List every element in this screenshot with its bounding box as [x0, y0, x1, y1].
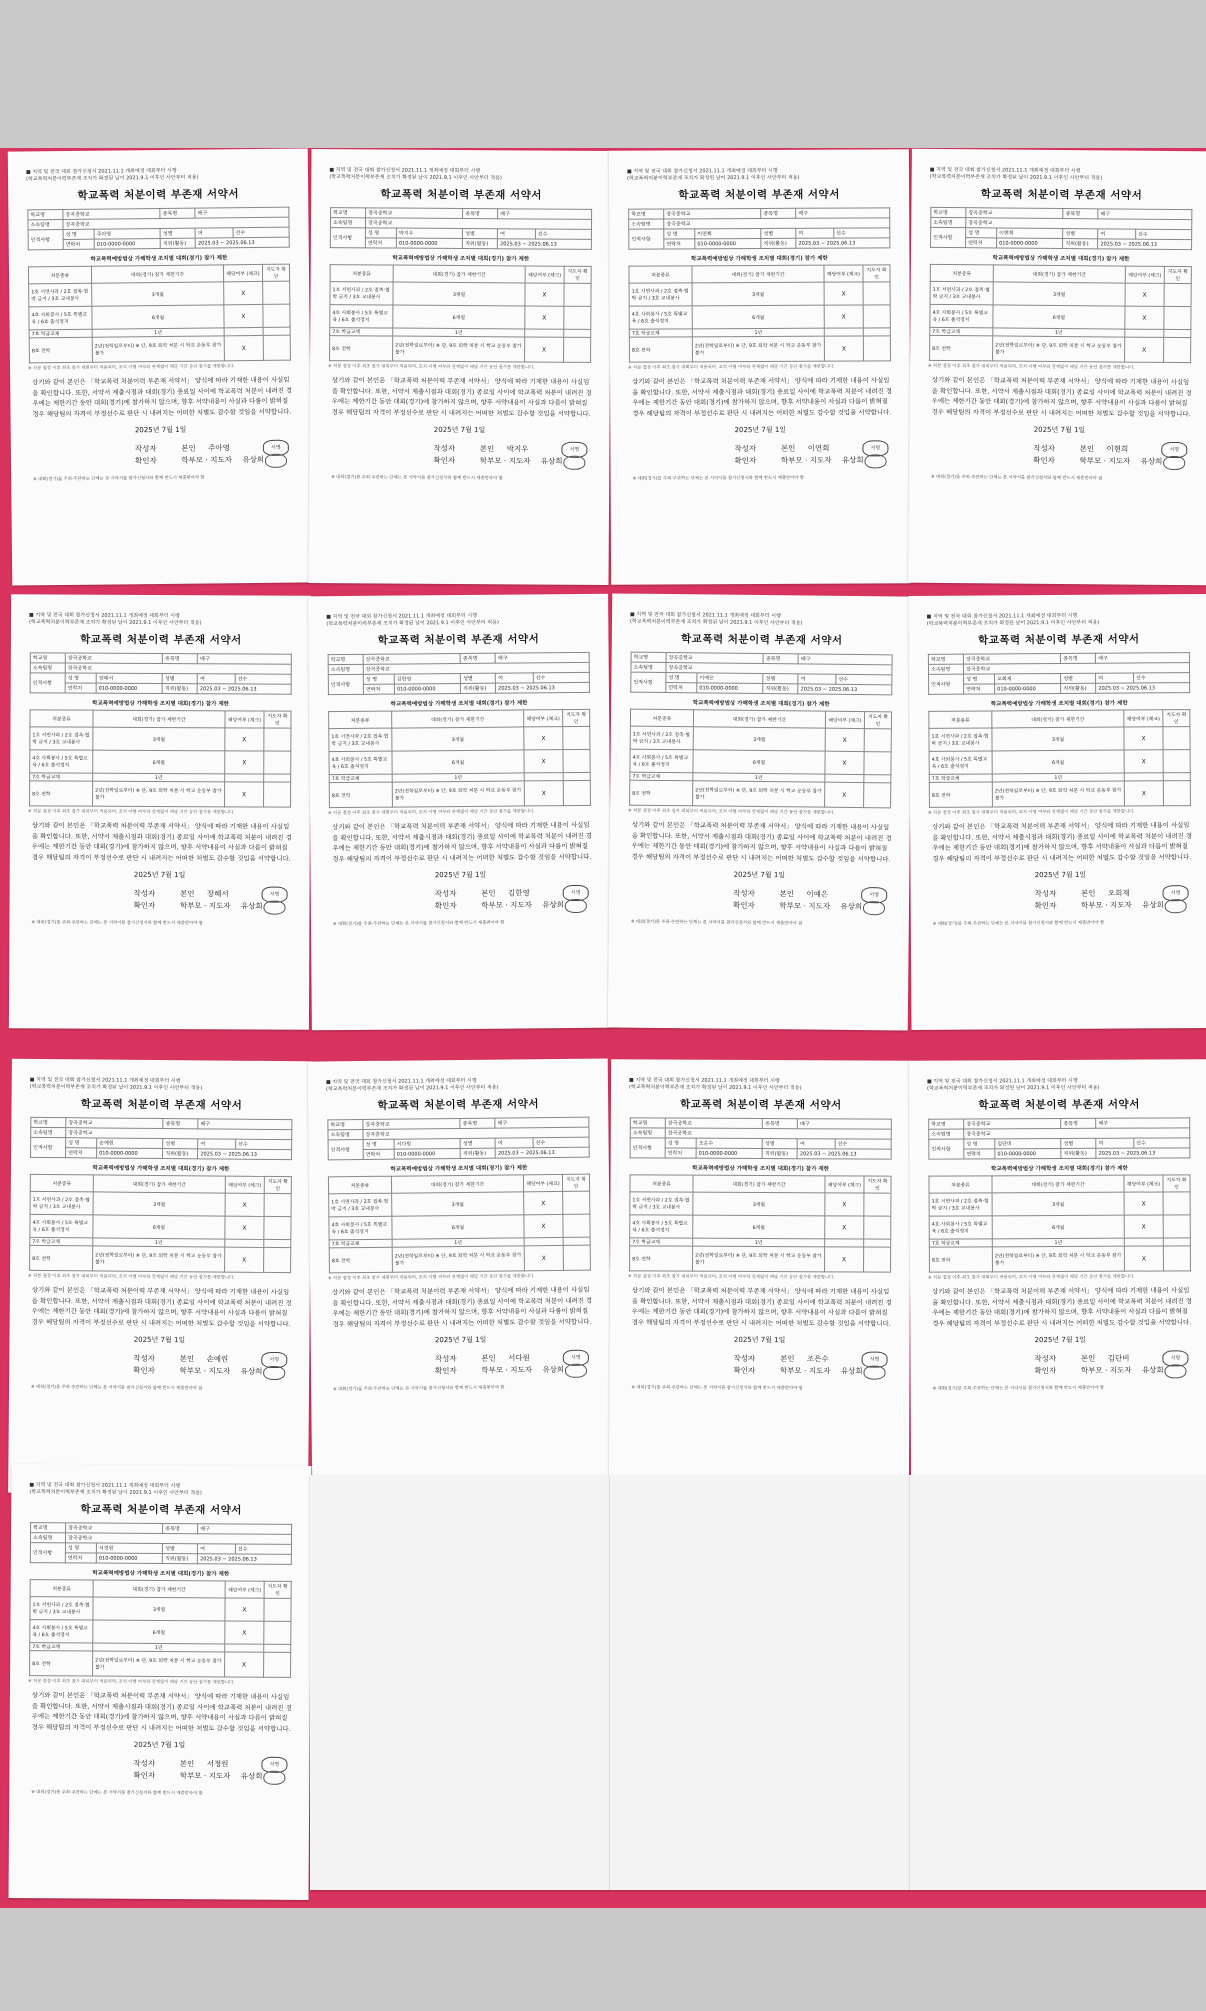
- info-table: 학교명 장곡중학교 종목명 배구 소속팀명 장곡중학교 인적사항 성 명 이현희 성별 여 선수 연락처 010-0000-0000 직위(활동) 2025.03 ~ 2025.06.13: [930, 207, 1192, 250]
- seal-stamp: 서명: [563, 1350, 589, 1366]
- check-mark[interactable]: X: [841, 290, 846, 298]
- sheet-title: 학교폭력 처분이력 부존재 서약서: [978, 633, 1140, 647]
- pledge-date: 2025년 7월 1일: [134, 425, 187, 435]
- pledge-body: 상기와 같이 본인은 「학교폭력 처분이력 부존재 서약서」 양식에 따라 기재한 내용이 사실임을 확인합니다. 또한, 서약서 제출시점과 대회(경기) 종료일 사이에 학교폭력 처분이 내려진 경우에는 제한기간 동안 대회(경기)에 참가하지 않으며, 향후 서약내용이 사실과 다름이 밝혀질 경우 해당팀의 자격이 부정선수로 판단 시 내려지는 어떠한 처벌도 감수할 것임을 서약합니다.: [31, 1691, 292, 1733]
- sheet-title: 학교폭력 처분이력 부존재 서약서: [980, 188, 1143, 202]
- info-table: 학교명 장곡중학교 종목명 배구 소속팀명 장곡중학교 인적사항 성 명 조은수 성별 여 선수 연락처 010-0000-0000 직위(활동) 2025.03 ~ 2025.06.13: [630, 1117, 892, 1159]
- pledge-date: 2025년 7월 1일: [133, 870, 186, 880]
- sheet-title: 학교폭력 처분이력 부존재 서약서: [80, 1098, 243, 1112]
- seal-stamp: 서명: [861, 887, 887, 903]
- pledge-sheet-11[interactable]: [609, 1059, 911, 1495]
- sheet-title: 학교폭력 처분이력 부존재 서약서: [680, 1098, 842, 1112]
- info-table: 학교명 장곡중학교 종목명 배구 소속팀명 장곡중학교 인적사항 성 명 손예원 성별 여 선수 연락처 010-0000-0000 직위(활동) 2025.03 ~ 2025.06.13: [30, 1117, 292, 1160]
- seal-stamp: 서명: [261, 1352, 287, 1368]
- coach-seal-stamp: [265, 454, 287, 468]
- measure-table: 처분종류 대회(경기) 참가 제한기간 해당여부 (체크) 지도자 확인 1호 서면사과 / 2호 접촉·협박 금지 / 3호 교내봉사 3개월 X 4호 사회봉사 / 5호 특별교육 / 6호 출석정지 6개월 X 7호 학급교체 1년 8호 전학 2년(전학일로부터) ※ 단, 9호 퇴학 처분 시 학교 운동부 참가 불가 X: [29, 1579, 292, 1678]
- coach-seal-stamp: [565, 1364, 587, 1378]
- header-note: ■ 지역 및 전국 대회 참가신청서 2021.11.1 개최예정 대회부터 시행 (학교폭력처분이력부존재 조치가 확정된 날이 2021.9.1 이후인 사안부터 적용): [629, 611, 803, 627]
- table-notes: ※ 처분 결정 이후 최초 참가 대회부터 적용되며, 조치 이행 여부와 관계없이 해당 기간 동안 참가를 제한합니다.: [27, 1679, 235, 1686]
- student-signature-name: 이연희: [807, 443, 830, 453]
- header-note: ■ 지역 및 전국 대회 참가신청서 2021.11.1 개최예정 대회부터 시행 (학교폭력처분이력부존재 조치가 확정된 날이 2021.9.1 이후인 사안부터 적용): [325, 1077, 499, 1093]
- coach-seal-stamp: [565, 899, 587, 913]
- table-notes: ※ 처분 결정 이후 최초 참가 대회부터 적용되며, 조치 이행 여부와 관계없이 해당 기간 동안 참가를 제한합니다.: [927, 1274, 1135, 1281]
- pledge-body: 상기와 같이 본인은 「학교폭력 처분이력 부존재 서약서」 양식에 따라 기재한 내용이 사실임을 확인합니다. 또한, 서약서 제출시점과 대회(경기) 종료일 사이에 학교폭력 처분이 내려진 경우에는 제한기간 동안 대회(경기)에 참가하지 않으며, 향후 서약내용이 사실과 다름이 밝혀질 경우 해당팀의 자격이 부정선수로 판단 시 내려지는 어떠한 처벌도 감수할 것임을 서약합니다.: [932, 1286, 1192, 1328]
- student-signature-name: 이현희: [1106, 444, 1129, 454]
- student-name-cell: 조은수: [696, 1138, 762, 1148]
- student-name-cell: 서다원: [394, 1138, 460, 1149]
- coach-seal-stamp: [563, 456, 585, 470]
- seal-stamp: 서명: [263, 440, 289, 456]
- check-mark[interactable]: X: [242, 735, 247, 743]
- student-name-cell: 김한영: [394, 673, 460, 684]
- seal-stamp: 서명: [261, 1757, 287, 1773]
- header-note: ■ 지역 및 전국 대회 참가신청서 2021.11.1 개최예정 대회부터 시행 (학교폭력처분이력부존재 조치가 확정된 날이 2021.9.1 이후인 사안부터 적용): [626, 167, 800, 182]
- signature-block: 작성자 본인 박지우 확인자 학부모 · 지도자 유상희 서명: [309, 442, 609, 468]
- student-signature-name: 손예원: [206, 1354, 229, 1364]
- pledge-date: 2025년 7월 1일: [1034, 870, 1087, 880]
- signature-block: 작성자 본인 주아영 확인자 학부모 · 지도자 유상희 서명: [11, 441, 311, 468]
- pledge-body: 상기와 같이 본인은 「학교폭력 처분이력 부존재 서약서」 양식에 따라 기재한 내용이 사실임을 확인합니다. 또한, 서약서 제출시점과 대회(경기) 종료일 사이에 학교폭력 처분이 내려진 경우에는 제한기간 동안 대회(경기)에 참가하지 않으며, 향후 서약내용이 사실과 다름이 밝혀질 경우 해당팀의 자격이 부정선수로 판단 시 내려지는 어떠한 처벌도 감수할 것임을 서약합니다.: [631, 820, 892, 863]
- student-name-cell: 서정원: [96, 1543, 162, 1553]
- measure-table: 처분종류 대회(경기) 참가 제한기간 해당여부 (체크) 지도자 확인 1호 서면사과 / 2호 접촉·협박 금지 / 3호 교내봉사 3개월 X 4호 사회봉사 / 5호 특별교육 / 6호 출석정지 6개월 X 7호 학급교체 1년 8호 전학 2년(전학일로부터) ※ 단, 9호 퇴학 처분 시 학교 운동부 참가 불가 X: [28, 264, 291, 364]
- pledge-sheet-5[interactable]: [9, 594, 311, 1030]
- check-mark[interactable]: X: [242, 1201, 247, 1209]
- header-note: ■ 지역 및 전국 대회 참가신청서 2021.11.1 개최예정 대회부터 시행 (학교폭력처분이력부존재 조치가 확정된 날이 2021.9.1 이후인 사안부터 적용): [329, 167, 502, 182]
- section-title: 학교폭력예방법상 가해학생 조치별 대회(경기) 참가 제한: [691, 255, 828, 263]
- pledge-body: 상기와 같이 본인은 「학교폭력 처분이력 부존재 서약서」 양식에 따라 기재한 내용이 사실임을 확인합니다. 또한, 서약서 제출시점과 대회(경기) 종료일 사이에 학교폭력 처분이 내려진 경우에는 제한기간 동안 대회(경기)에 참가하지 않으며, 향후 서약내용이 사실과 다름이 밝혀질 경우 해당팀의 자격이 부정선수로 판단 시 내려지는 어떠한 처벌도 감수할 것임을 서약합니다.: [631, 1286, 892, 1328]
- check-mark[interactable]: X: [242, 758, 247, 766]
- section-title: 학교폭력예방법상 가해학생 조치별 대회(경기) 참가 제한: [390, 1165, 528, 1173]
- pledge-date: 2025년 7월 1일: [434, 870, 487, 880]
- pledge-sheet-8[interactable]: [908, 594, 1206, 1030]
- signature-block: 작성자 본인 오희재 확인자 학부모 · 지도자 유상희 서명: [911, 887, 1206, 913]
- measure-table: 처분종류 대회(경기) 참가 제한기간 해당여부 (체크) 지도자 확인 1호 서면사과 / 2호 접촉·협박 금지 / 3호 교내봉사 3개월 X 4호 사회봉사 / 5호 특별교육 / 6호 출석정지 6개월 X 7호 학급교체 1년 8호 전학 2년(전학일로부터) ※ 단, 9호 퇴학 처분 시 학교 운동부 참가 불가 X: [329, 264, 592, 363]
- measure-table: 처분종류 대회(경기) 참가 제한기간 해당여부 (체크) 지도자 확인 1호 서면사과 / 2호 접촉·협박 금지 / 3호 교내봉사 3개월 X 4호 사회봉사 / 5호 특별교육 / 6호 출석정지 6개월 X 7호 학급교체 1년 8호 전학 2년(전학일로부터) ※ 단, 9호 퇴학 처분 시 학교 운동부 참가 불가 X: [328, 709, 591, 808]
- pledge-sheet-6[interactable]: [308, 594, 612, 1031]
- pledge-sheet-3[interactable]: [609, 149, 911, 585]
- pledge-date: 2025년 7월 1일: [734, 425, 787, 435]
- header-note: ■ 지역 및 전국 대회 참가신청서 2021.11.1 개최예정 대회부터 시행 (학교폭력처분이력부존재 조치가 확정된 날이 2021.9.1 이후인 사안부터 적용): [926, 612, 1100, 627]
- pledge-body: 상기와 같이 본인은 「학교폭력 처분이력 부존재 서약서」 양식에 따라 기재한 내용이 사실임을 확인합니다. 또한, 서약서 제출시점과 대회(경기) 종료일 사이에 학교폭력 처분이 내려진 경우에는 제한기간 동안 대회(경기)에 참가하지 않으며, 향후 서약내용이 사실과 다름이 밝혀질 경우 해당팀의 자격이 부정선수로 판단 시 내려지는 어떠한 처벌도 감수할 것임을 서약합니다.: [632, 376, 892, 418]
- info-table: 학교명 장곡중학교 종목명 배구 소속팀명 장곡중학교 인적사항 성 명 김단비 성별 여 선수 연락처 010-0000-0000 직위(활동) 2025.03 ~ 2025.06.13: [928, 1117, 1190, 1159]
- section-title: 학교폭력예방법상 가해학생 조치별 대회(경기) 참가 제한: [90, 255, 228, 263]
- coach-seal-stamp: [1163, 456, 1185, 470]
- check-mark[interactable]: X: [842, 1255, 847, 1263]
- student-signature-name: 장혜서: [206, 889, 229, 899]
- signature-block: 작성자 본인 이예은 확인자 학부모 · 지도자 유상희 서명: [609, 886, 909, 913]
- student-name-cell: 장혜서: [96, 673, 162, 683]
- check-mark[interactable]: X: [542, 291, 547, 299]
- check-mark[interactable]: X: [1141, 757, 1146, 765]
- student-signature-name: 조은수: [806, 1354, 829, 1364]
- pledge-date: 2025년 7월 1일: [1034, 1335, 1087, 1345]
- check-mark[interactable]: X: [241, 289, 246, 297]
- check-mark[interactable]: X: [1141, 734, 1146, 742]
- signature-block: 작성자 본인 장혜서 확인자 학부모 · 지도자 유상희 서명: [9, 887, 309, 913]
- blank-sheet-3: [910, 1475, 1206, 1890]
- check-mark[interactable]: X: [1141, 1223, 1146, 1231]
- sheet-title: 학교폭력 처분이력 부존재 서약서: [80, 633, 242, 647]
- coach-seal-stamp: [1164, 1364, 1186, 1378]
- pledge-date: 2025년 7월 1일: [133, 1335, 186, 1345]
- coach-seal-stamp: [263, 1771, 285, 1785]
- student-name-cell: 이연희: [695, 228, 761, 238]
- measure-table: 처분종류 대회(경기) 참가 제한기간 해당여부 (체크) 지도자 확인 1호 서면사과 / 2호 접촉·협박 금지 / 3호 교내봉사 3개월 X 4호 사회봉사 / 5호 특별교육 / 6호 출석정지 6개월 X 7호 학급교체 1년 8호 전학 2년(전학일로부터) ※ 단, 9호 퇴학 처분 시 학교 운동부 참가 불가 X: [928, 709, 1191, 808]
- document-grid: [8, 150, 1200, 1905]
- pledge-date: 2025년 7월 1일: [733, 870, 786, 880]
- check-mark[interactable]: X: [1141, 1200, 1146, 1208]
- pledge-body: 상기와 같이 본인은 「학교폭력 처분이력 부존재 서약서」 양식에 따라 기재한 내용이 사실임을 확인합니다. 또한, 서약서 제출시점과 대회(경기) 종료일 사이에 학교폭력 처분이 내려진 경우에는 제한기간 동안 대회(경기)에 참가하지 않으며, 향후 서약내용이 사실과 다름이 밝혀질 경우 해당팀의 자격이 부정선수로 판단 시 내려지는 어떠한 처벌도 감수할 것임을 서약합니다.: [32, 375, 293, 418]
- info-table: 학교명 장곡중학교 종목명 배구 소속팀명 장곡중학교 인적사항 성 명 서다원 성별 여 선수 연락처 010-0000-0000 직위(활동) 2025.03 ~ 2025.06.13: [327, 1117, 589, 1161]
- student-signature-name: 서정원: [206, 1759, 229, 1769]
- sheet-footer: ※ 대회(경기)를 주최·주관하는 단체는 본 서약서를 참가신청서와 함께 반드시 제출받아야 함: [630, 919, 803, 927]
- seal-stamp: 서명: [561, 442, 587, 458]
- table-notes: ※ 처분 결정 이후 최초 참가 대회부터 적용되며, 조치 이행 여부와 관계없이 해당 기간 동안 참가를 제한합니다.: [927, 809, 1135, 816]
- section-title: 학교폭력예방법상 가해학생 조치별 대회(경기) 참가 제한: [392, 255, 530, 263]
- info-table: 학교명 장곡중학교 종목명 배구 소속팀명 장곡중학교 인적사항 성 명 주아영 성별 여 선수 연락처 010-0000-0000 직위(활동) 2025.03 ~ 2025.06.13: [27, 207, 289, 251]
- check-mark[interactable]: X: [242, 1606, 247, 1614]
- table-notes: ※ 처분 결정 이후 최초 참가 대회부터 적용되며, 조치 이행 여부와 관계없이 해당 기간 동안 참가를 제한합니다.: [927, 363, 1135, 371]
- seal-stamp: 서명: [1163, 885, 1189, 901]
- check-mark[interactable]: X: [242, 1661, 247, 1669]
- pledge-body: 상기와 같이 본인은 「학교폭력 처분이력 부존재 서약서」 양식에 따라 기재한 내용이 사실임을 확인합니다. 또한, 서약서 제출시점과 대회(경기) 종료일 사이에 학교폭력 처분이 내려진 경우에는 제한기간 동안 대회(경기)에 참가하지 않으며, 향후 서약내용이 사실과 다름이 밝혀질 경우 해당팀의 자격이 부정선수로 판단 시 내려지는 어떠한 처벌도 감수할 것임을 서약합니다.: [31, 821, 292, 863]
- signature-block: 작성자 본인 김한영 확인자 학부모 · 지도자 유상희 서명: [311, 887, 611, 914]
- header-note: ■ 지역 및 전국 대회 참가신청서 2021.11.1 개최예정 대회부터 시행 (학교폭력처분이력부존재 조치가 확정된 날이 2021.9.1 이후인 사안부터 적용): [25, 167, 199, 183]
- check-mark[interactable]: X: [1141, 789, 1146, 797]
- check-mark[interactable]: X: [541, 734, 546, 742]
- measure-table: 처분종류 대회(경기) 참가 제한기간 해당여부 (체크) 지도자 확인 1호 서면사과 / 2호 접촉·협박 금지 / 3호 교내봉사 3개월 X 4호 사회봉사 / 5호 특별교육 / 6호 출석정지 6개월 X 7호 학급교체 1년 8호 전학 2년(전학일로부터) ※ 단, 9호 퇴학 처분 시 학교 운동부 참가 불가 X: [29, 1174, 292, 1273]
- header-note: ■ 지역 및 전국 대회 참가신청서 2021.11.1 개최예정 대회부터 시행 (학교폭력처분이력부존재 조치가 확정된 날이 2021.9.1 이후인 사안부터 적용): [28, 612, 202, 627]
- pledge-body: 상기와 같이 본인은 「학교폭력 처분이력 부존재 서약서」 양식에 따라 기재한 내용이 사실임을 확인합니다. 또한, 서약서 제출시점과 대회(경기) 종료일 사이에 학교폭력 처분이 내려진 경우에는 제한기간 동안 대회(경기)에 참가하지 않으며, 향후 서약내용이 사실과 다름이 밝혀질 경우 해당팀의 자격이 부정선수로 판단 시 내려지는 어떠한 처벌도 감수할 것임을 서약합니다.: [932, 821, 1193, 863]
- check-mark[interactable]: X: [842, 791, 847, 799]
- sheet-footer: ※ 대회(경기)를 주최·주관하는 단체는 본 서약서를 참가신청서와 함께 반드시 제출받아야 함: [932, 1385, 1105, 1392]
- measure-table: 처분종류 대회(경기) 참가 제한기간 해당여부 (체크) 지도자 확인 1호 서면사과 / 2호 접촉·협박 금지 / 3호 교내봉사 3개월 X 4호 사회봉사 / 5호 특별교육 / 6호 출석정지 6개월 X 7호 학급교체 1년 8호 전학 2년(전학일로부터) ※ 단, 9호 퇴학 처분 시 학교 운동부 참가 불가 X: [929, 264, 1192, 363]
- header-note: ■ 지역 및 전국 대회 참가신청서 2021.11.1 개최예정 대회부터 시행 (학교폭력처분이력부존재 조치가 확정된 날이 2021.9.1 이후인 사안부터 적용): [29, 1482, 202, 1497]
- pledge-date: 2025년 7월 1일: [733, 1335, 786, 1345]
- pledge-body: 상기와 같이 본인은 「학교폭력 처분이력 부존재 서약서」 양식에 따라 기재한 내용이 사실임을 확인합니다. 또한, 서약서 제출시점과 대회(경기) 종료일 사이에 학교폭력 처분이 내려진 경우에는 제한기간 동안 대회(경기)에 참가하지 않으며, 향후 서약내용이 사실과 다름이 밝혀질 경우 해당팀의 자격이 부정선수로 판단 시 내려지는 어떠한 처벌도 감수할 것임을 서약합니다.: [331, 376, 592, 418]
- info-table: 학교명 장곡중학교 종목명 배구 소속팀명 장곡중학교 인적사항 성 명 서정원 성별 여 선수 연락처 010-0000-0000 직위(활동) 2025.03 ~ 2025.06.13: [30, 1522, 292, 1565]
- seal-stamp: 서명: [862, 440, 888, 456]
- coach-seal-stamp: [863, 1366, 885, 1380]
- student-signature-name: 김단비: [1107, 1353, 1130, 1363]
- table-notes: ※ 처분 결정 이후 최초 참가 대회부터 적용되며, 조치 이행 여부와 관계없이 해당 기간 동안 참가를 제한합니다.: [327, 1274, 535, 1282]
- sheet-footer: ※ 대회(경기)를 주최·주관하는 단체는 본 서약서를 참가신청서와 함께 반드시 제출받아야 함: [332, 920, 505, 928]
- student-name-cell: 이현희: [997, 228, 1063, 239]
- section-title: 학교폭력예방법상 가해학생 조치별 대회(경기) 참가 제한: [92, 1570, 230, 1578]
- coach-seal-stamp: [864, 454, 886, 468]
- coach-seal-stamp: [263, 901, 285, 915]
- signature-block: 작성자 본인 이현희 확인자 학부모 · 지도자 유상희 서명: [909, 442, 1206, 469]
- sheet-title: 학교폭력 처분이력 부존재 서약서: [77, 188, 239, 202]
- check-mark[interactable]: X: [242, 1224, 247, 1232]
- section-title: 학교폭력예방법상 가해학생 조치별 대회(경기) 참가 제한: [692, 700, 830, 708]
- sheet-footer: ※ 대회(경기)를 주최·주관하는 단체는 본 서약서를 참가신청서와 함께 반드시 제출받아야 함: [31, 1384, 203, 1392]
- sheet-title: 학교폭력 처분이력 부존재 서약서: [678, 188, 840, 202]
- pledge-date: 2025년 7월 1일: [1033, 425, 1086, 435]
- check-mark[interactable]: X: [241, 312, 246, 320]
- header-note: ■ 지역 및 전국 대회 참가신청서 2021.11.1 개최예정 대회부터 시행 (학교폭력처분이력부존재 조치가 확정된 날이 2021.9.1 이후인 사안부터 적용): [628, 1077, 802, 1092]
- signature-block: 작성자 본인 서다원 확인자 학부모 · 지도자 유상희 서명: [311, 1351, 611, 1378]
- pledge-body: 상기와 같이 본인은 「학교폭력 처분이력 부존재 서약서」 양식에 따라 기재한 내용이 사실임을 확인합니다. 또한, 서약서 제출시점과 대회(경기) 종료일 사이에 학교폭력 처분이 내려진 경우에는 제한기간 동안 대회(경기)에 참가하지 않으며, 향후 서약내용이 사실과 다름이 밝혀질 경우 해당팀의 자격이 부정선수로 판단 시 내려지는 어떠한 처벌도 감수할 것임을 서약합니다.: [332, 1285, 593, 1328]
- sheet-title: 학교폭력 처분이력 부존재 서약서: [681, 633, 843, 647]
- pledge-date: 2025년 7월 1일: [434, 1335, 487, 1345]
- pledge-body: 상기와 같이 본인은 「학교폭력 처분이력 부존재 서약서」 양식에 따라 기재한 내용이 사실임을 확인합니다. 또한, 서약서 제출시점과 대회(경기) 종료일 사이에 학교폭력 처분이 내려진 경우에는 제한기간 동안 대회(경기)에 참가하지 않으며, 향후 서약내용이 사실과 다름이 밝혀질 경우 해당팀의 자격이 부정선수로 판단 시 내려지는 어떠한 처벌도 감수할 것임을 서약합니다.: [931, 375, 1192, 418]
- pledge-date: 2025년 7월 1일: [133, 1740, 186, 1750]
- info-table: 학교명 장곡중학교 종목명 배구 소속팀명 장곡중학교 인적사항 성 명 오희재 성별 여 선수 연락처 010-0000-0000 직위(활동) 2025.03 ~ 2025.06.13: [928, 652, 1190, 695]
- student-name-cell: 주아영: [94, 228, 160, 239]
- seal-stamp: 서명: [1162, 1350, 1188, 1366]
- table-notes: ※ 처분 결정 이후 최초 참가 대회부터 적용되며, 조치 이행 여부와 관계없이 해당 기간 동안 참가를 제한합니다.: [27, 809, 235, 816]
- section-title: 학교폭력예방법상 가해학생 조치별 대회(경기) 참가 제한: [92, 1165, 230, 1173]
- sheet-footer: ※ 대회(경기)를 주최·주관하는 단체는 본 서약서를 참가신청서와 함께 반드시 제출받아야 함: [31, 1790, 203, 1797]
- measure-table: 처분종류 대회(경기) 참가 제한기간 해당여부 (체크) 지도자 확인 1호 서면사과 / 2호 접촉·협박 금지 / 3호 교내봉사 3개월 X 4호 사회봉사 / 5호 특별교육 / 6호 출석정지 6개월 X 7호 학급교체 1년 8호 전학 2년(전학일로부터) ※ 단, 9호 퇴학 처분 시 학교 운동부 참가 불가 X: [628, 264, 891, 362]
- check-mark[interactable]: X: [541, 789, 546, 797]
- blank-sheet-2: [610, 1475, 910, 1890]
- check-mark[interactable]: X: [242, 1256, 247, 1264]
- coach-seal-stamp: [1165, 899, 1187, 913]
- student-signature-name: 오희재: [1107, 888, 1130, 898]
- pledge-sheet-10[interactable]: [308, 1058, 613, 1495]
- student-name-cell: 이예은: [697, 673, 763, 684]
- measure-table: 처분종류 대회(경기) 참가 제한기간 해당여부 (체크) 지도자 확인 1호 서면사과 / 2호 접촉·협박 금지 / 3호 교내봉사 3개월 X 4호 사회봉사 / 5호 특별교육 / 6호 출석정지 6개월 X 7호 학급교체 1년 8호 전학 2년(전학일로부터) ※ 단, 9호 퇴학 처분 시 학교 운동부 참가 불가 X: [629, 1174, 892, 1272]
- table-notes: ※ 처분 결정 이후 최초 참가 대회부터 적용되며, 조치 이행 여부와 관계없이 해당 기간 동안 참가를 제한합니다.: [627, 1274, 835, 1281]
- student-name-cell: 오희재: [995, 673, 1061, 683]
- pledge-sheet-2[interactable]: [308, 149, 611, 585]
- coach-seal-stamp: [263, 1366, 285, 1380]
- sheet-footer: ※ 대회(경기)를 주최·주관하는 단체는 본 서약서를 참가신청서와 함께 반드시 제출받아야 함: [333, 1385, 505, 1393]
- table-notes: ※ 처분 결정 이후 최초 참가 대회부터 적용되며, 조치 이행 여부와 관계없이 해당 기간 동안 참가를 제한합니다.: [627, 364, 835, 371]
- check-mark[interactable]: X: [241, 344, 246, 352]
- check-mark[interactable]: X: [842, 1223, 847, 1231]
- measure-table: 처분종류 대회(경기) 참가 제한기간 해당여부 (체크) 지도자 확인 1호 서면사과 / 2호 접촉·협박 금지 / 3호 교내봉사 3개월 X 4호 사회봉사 / 5호 특별교육 / 6호 출석정지 6개월 X 7호 학급교체 1년 8호 전학 2년(전학일로부터) ※ 단, 9호 퇴학 처분 시 학교 운동부 참가 불가 X: [29, 709, 292, 807]
- measure-table: 처분종류 대회(경기) 참가 제한기간 해당여부 (체크) 지도자 확인 1호 서면사과 / 2호 접촉·협박 금지 / 3호 교내봉사 3개월 X 4호 사회봉사 / 5호 특별교육 / 6호 출석정지 6개월 X 7호 학급교체 1년 8호 전학 2년(전학일로부터) ※ 단, 9호 퇴학 처분 시 학교 운동부 참가 불가 X: [328, 1174, 591, 1274]
- sheet-footer: ※ 대회(경기)를 주최·주관하는 단체는 본 서약서를 참가신청서와 함께 반드시 제출받아야 함: [631, 1385, 803, 1392]
- sheet-footer: ※ 대회(경기)를 주최·주관하는 단체는 본 서약서를 참가신청서와 함께 반드시 제출받아야 함: [931, 474, 1103, 482]
- info-table: 학교명 장곡중학교 종목명 배구 소속팀명 장곡중학교 인적사항 성 명 박지우 성별 여 선수 연락처 010-0000-0000 직위(활동) 2025.03 ~ 2025.06.13: [330, 207, 592, 250]
- check-mark[interactable]: X: [1142, 291, 1147, 299]
- info-table: 학교명 장곡중학교 종목명 배구 소속팀명 장곡중학교 인적사항 성 명 장혜서 성별 여 선수 연락처 010-0000-0000 직위(활동) 2025.03 ~ 2025.06.13: [30, 652, 292, 694]
- pledge-sheet-13[interactable]: [8, 1464, 311, 1900]
- sheet-title: 학교폭력 처분이력 부존재 서약서: [377, 1098, 539, 1112]
- pledge-body: 상기와 같이 본인은 「학교폭력 처분이력 부존재 서약서」 양식에 따라 기재한 내용이 사실임을 확인합니다. 또한, 서약서 제출시점과 대회(경기) 종료일 사이에 학교폭력 처분이 내려진 경우에는 제한기간 동안 대회(경기)에 참가하지 않으며, 향후 서약내용이 사실과 다름이 밝혀질 경우 해당팀의 자격이 부정선수로 판단 시 내려지는 어떠한 처벌도 감수할 것임을 서약합니다.: [31, 1285, 292, 1328]
- check-mark[interactable]: X: [1142, 346, 1147, 354]
- check-mark[interactable]: X: [542, 314, 547, 322]
- check-mark[interactable]: X: [541, 757, 546, 765]
- info-table: 학교명 장곡중학교 종목명 배구 소속팀명 장곡중학교 인적사항 성 명 이연희 성별 여 선수 연락처 010-0000-0000 직위(활동) 2025.03 ~ 2025.06.13: [628, 207, 890, 249]
- check-mark[interactable]: X: [1141, 1255, 1146, 1263]
- sheet-title: 학교폭력 처분이력 부존재 서약서: [380, 188, 542, 202]
- section-title: 학교폭력예방법상 가해학생 조치별 대회(경기) 참가 제한: [991, 1165, 1128, 1173]
- sheet-footer: ※ 대회(경기)를 주최·주관하는 단체는 본 서약서를 참가신청서와 함께 반드시 제출받아야 함: [632, 475, 805, 482]
- section-title: 학교폭력예방법상 가해학생 조치별 대회(경기) 참가 제한: [992, 255, 1130, 263]
- pledge-body: 상기와 같이 본인은 「학교폭력 처분이력 부존재 서약서」 양식에 따라 기재한 내용이 사실임을 확인합니다. 또한, 서약서 제출시점과 대회(경기) 종료일 사이에 학교폭력 처분이 내려진 경우에는 제한기간 동안 대회(경기)에 참가하지 않으며, 향후 서약내용이 사실과 다름이 밝혀질 경우 해당팀의 자격이 부정선수로 판단 시 내려지는 어떠한 처벌도 감수할 것임을 서약합니다.: [332, 820, 593, 863]
- check-mark[interactable]: X: [541, 1199, 546, 1207]
- seal-stamp: 서명: [262, 887, 288, 903]
- sheet-title: 학교폭력 처분이력 부존재 서약서: [978, 1098, 1140, 1112]
- student-signature-name: 김한영: [507, 888, 530, 898]
- sheet-footer: ※ 대회(경기)를 주최·주관하는 단체는 본 서약서를 참가신청서와 함께 반드시 제출받아야 함: [932, 920, 1105, 927]
- section-title: 학교폭력예방법상 가해학생 조치별 대회(경기) 참가 제한: [390, 700, 528, 708]
- pledge-sheet-4[interactable]: [908, 149, 1206, 586]
- sheet-footer: ※ 대회(경기)를 주최·주관하는 단체는 본 서약서를 참가신청서와 함께 반드시 제출받아야 함: [33, 475, 205, 483]
- header-note: ■ 지역 및 전국 대회 참가신청서 2021.11.1 개최예정 대회부터 시행 (학교폭력처분이력부존재 조치가 확정된 날이 2021.9.1 이후인 사안부터 적용): [929, 166, 1103, 182]
- table-notes: ※ 처분 결정 이후 최초 참가 대회부터 적용되며, 조치 이행 여부와 관계없이 해당 기간 동안 참가를 제한합니다.: [627, 808, 835, 816]
- check-mark[interactable]: X: [541, 1222, 546, 1230]
- table-notes: ※ 처분 결정 이후 최초 참가 대회부터 적용되며, 조치 이행 여부와 관계없이 해당 기간 동안 참가를 제한합니다.: [327, 364, 535, 371]
- signature-block: 작성자 본인 조은수 확인자 학부모 · 지도자 유상희 서명: [609, 1352, 909, 1378]
- signature-block: 작성자 본인 서정원 확인자 학부모 · 지도자 유상희 서명: [9, 1757, 309, 1783]
- check-mark[interactable]: X: [842, 759, 847, 767]
- info-table: 학교명 장곡중학교 종목명 배구 소속팀명 장곡중학교 인적사항 성 명 이예은 성별 여 선수 연락처 010-0000-0000 직위(활동) 2025.03 ~ 2025.06.13: [630, 652, 892, 696]
- sheet-footer: ※ 대회(경기)를 주최·주관하는 단체는 본 서약서를 참가신청서와 함께 반드시 제출받아야 함: [31, 920, 203, 927]
- header-note: ■ 지역 및 전국 대회 참가신청서 2021.11.1 개최예정 대회부터 시행 (학교폭력처분이력부존재 조치가 확정된 날이 2021.9.1 이후인 사안부터 적용): [926, 1077, 1100, 1092]
- check-mark[interactable]: X: [841, 313, 846, 321]
- seal-stamp: 서명: [563, 885, 589, 901]
- student-signature-name: 주아영: [208, 443, 230, 453]
- check-mark[interactable]: X: [542, 346, 547, 354]
- pledge-sheet-7[interactable]: [608, 593, 913, 1030]
- student-name-cell: 박지우: [396, 228, 462, 238]
- check-mark[interactable]: X: [841, 345, 846, 353]
- header-note: ■ 지역 및 전국 대회 참가신청서 2021.11.1 개최예정 대회부터 시행 (학교폭력처분이력부존재 조치가 확정된 날이 2021.9.1 이후인 사안부터 적용): [326, 612, 499, 628]
- pledge-sheet-1[interactable]: [8, 148, 313, 585]
- student-signature-name: 서다원: [508, 1353, 530, 1363]
- coach-seal-stamp: [863, 901, 885, 915]
- signature-block: 작성자 본인 김단비 확인자 학부모 · 지도자 유상희 서명: [910, 1352, 1206, 1378]
- pledge-sheet-12[interactable]: [909, 1059, 1206, 1495]
- section-title: 학교폭력예방법상 가해학생 조치별 대회(경기) 참가 제한: [692, 1165, 829, 1173]
- header-note: ■ 지역 및 전국 대회 참가신청서 2021.11.1 개최예정 대회부터 시행 (학교폭력처분이력부존재 조치가 확정된 날이 2021.9.1 이후인 사안부터 적용): [29, 1076, 203, 1092]
- student-name-cell: 손예원: [97, 1138, 163, 1149]
- sheet-title: 학교폭력 처분이력 부존재 서약서: [80, 1503, 242, 1517]
- table-notes: ※ 처분 결정 이후 최초 참가 대회부터 적용되며, 조치 이행 여부와 관계없이 해당 기간 동안 참가를 제한합니다.: [27, 1273, 235, 1281]
- student-signature-name: 이예은: [806, 889, 829, 899]
- table-notes: ※ 처분 결정 이후 최초 참가 대회부터 적용되며, 조치 이행 여부와 관계없이 해당 기간 동안 참가를 제한합니다.: [327, 809, 535, 817]
- check-mark[interactable]: X: [1142, 314, 1147, 322]
- blank-sheet-1: [310, 1475, 610, 1890]
- section-title: 학교폭력예방법상 가해학생 조치별 대회(경기) 참가 제한: [92, 700, 229, 708]
- sheet-title: 학교폭력 처분이력 부존재 서약서: [377, 633, 540, 647]
- table-notes: ※ 처분 결정 이후 최초 참가 대회부터 적용되며, 조치 이행 여부와 관계없이 해당 기간 동안 참가를 제한합니다.: [27, 364, 235, 372]
- pledge-sheet-9[interactable]: [8, 1059, 312, 1496]
- seal-stamp: 서명: [862, 1352, 888, 1368]
- measure-table: 처분종류 대회(경기) 참가 제한기간 해당여부 (체크) 지도자 확인 1호 서면사과 / 2호 접촉·협박 금지 / 3호 교내봉사 3개월 X 4호 사회봉사 / 5호 특별교육 / 6호 출석정지 6개월 X 7호 학급교체 1년 8호 전학 2년(전학일로부터) ※ 단, 9호 퇴학 처분 시 학교 운동부 참가 불가 X: [629, 709, 892, 809]
- student-signature-name: 박지우: [506, 444, 529, 454]
- check-mark[interactable]: X: [842, 1200, 847, 1208]
- check-mark[interactable]: X: [541, 1254, 546, 1262]
- signature-block: 작성자 본인 손예원 확인자 학부모 · 지도자 유상희 서명: [9, 1352, 309, 1379]
- info-table: 학교명 장곡중학교 종목명 배구 소속팀명 장곡중학교 인적사항 성 명 김한영 성별 여 선수 연락처 010-0000-0000 직위(활동) 2025.03 ~ 2025.06.13: [328, 652, 590, 695]
- section-title: 학교폭력예방법상 가해학생 조치별 대회(경기) 참가 제한: [990, 700, 1128, 708]
- student-name-cell: 김단비: [995, 1138, 1061, 1148]
- signature-block: 작성자 본인 이연희 확인자 학부모 · 지도자 유상희 서명: [610, 442, 910, 468]
- measure-table: 처분종류 대회(경기) 참가 제한기간 해당여부 (체크) 지도자 확인 1호 서면사과 / 2호 접촉·협박 금지 / 3호 교내봉사 3개월 X 4호 사회봉사 / 5호 특별교육 / 6호 출석정지 6개월 X 7호 학급교체 1년 8호 전학 2년(전학일로부터) ※ 단, 9호 퇴학 처분 시 학교 운동부 참가 불가 X: [928, 1174, 1191, 1272]
- check-mark[interactable]: X: [242, 1629, 247, 1637]
- pledge-date: 2025년 7월 1일: [433, 425, 486, 435]
- seal-stamp: 서명: [1161, 442, 1187, 458]
- sheet-footer: ※ 대회(경기)를 주최·주관하는 단체는 본 서약서를 참가신청서와 함께 반드시 제출받아야 함: [331, 475, 503, 482]
- check-mark[interactable]: X: [842, 736, 847, 744]
- check-mark[interactable]: X: [242, 790, 247, 798]
